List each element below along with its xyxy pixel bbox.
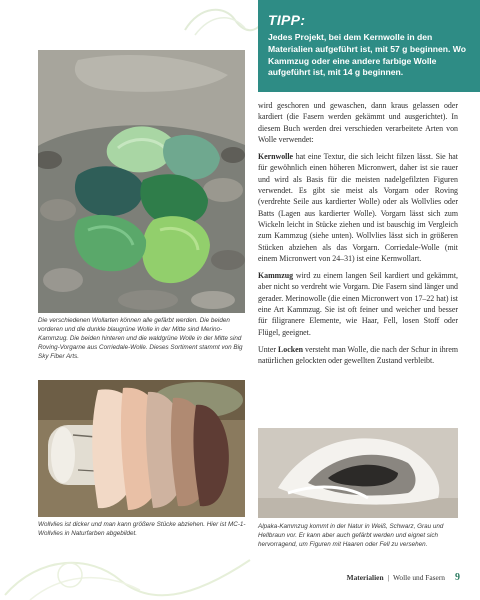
decorative-swirl-bottom [0, 545, 260, 600]
kammzug-text: wird zu einem langen Seil kardiert und gekämmt, aber nicht so verdreht wie Vorgarn. Die Fasern sind länger und gerader. Merinowolle (die einen Micronwert von 17–22 hat) ist eine Art Kammzug. Sie ist oft feiner und weicher und besser für filigranere Elemente, wie Haar, Fell, losen Stoff oder Flügel, geeignet. [258, 271, 458, 337]
photo-alpaca-roving [258, 428, 458, 518]
decorative-swirl-top [180, 0, 270, 40]
paragraph-kammzug [258, 270, 458, 338]
paragraph-intro: wird geschoren und gewaschen, dann kraus gelassen oder kardiert (die Fasern werden gekämmt und ausgerichtet). In diesem Buch werden drei verschieden verarbeitete Arten von Wolle verwendet: [258, 101, 458, 144]
caption-green-wool: Die verschiedenen Wollarten können alle gefärbt werden. Die beiden vorderen und die dunkle blaugrüne Wolle in der Mitte sind Merino-Kammzug. Die beiden hinteren und die waldgrüne Wolle in der Mitte sind Roving-Vorgarne aus Corriedale-Wolle. Dieses Sortiment stammt von Big Sky Fiber Arts. [38, 317, 243, 360]
photo-green-wool [38, 50, 245, 313]
page-footer [347, 572, 460, 583]
caption-alpaca: Alpaka-Kammzug kommt in der Natur in Weiß, Schwarz, Grau und Hellbraun vor. Er kann aber auch gefärbt werden und eignet sich hervorragend, um Figuren mit Haaren oder Fell zu versehen. [258, 523, 444, 548]
paragraph-kernwolle [258, 151, 458, 264]
paragraph-locken [258, 344, 458, 367]
footer-separator: | [387, 573, 390, 582]
body-text [258, 100, 458, 373]
term-locken: Locken [278, 344, 304, 354]
kernwolle-text: hat eine Textur, die sich leicht filzen lässt. Sie hat für gewöhnlich einen höheren Micronwert, daher ist sie rauer und wird als Basis für die meisten nadelgefilzten Figuren verwendet. Es gibt sie meist als Vorgarn oder Roving (verdrehte Seile aus kardierter Wolle) oder als Wollvlies oder Batts (Lagen aus kardierter Wolle). Vorgarn lässt sich zum Wickeln leicht in Stücke ziehen und ist bauschig im Vergleich zum Kammzug (siehe unten). Wollvlies lässt sich in größeren Stücken abziehen als das Vorgarn. Corriedale-Wolle (mit einem Micronwert von 24–31) ist eine Kernwollart. [258, 152, 458, 263]
term-kammzug: Kammzug [258, 271, 294, 281]
caption-wool-batts: Wollvlies ist dicker und man kann größere Stücke abziehen. Hier ist MC-1-Wollvlies in Naturfarben abgebildet. [38, 521, 246, 537]
locken-text: versteht man Wolle, die nach der Schur in ihrem natürlichen gelockten oder gewellten Zustand verbleibt. [258, 344, 458, 366]
locken-pre: Unter [258, 344, 279, 354]
footer-section: Materialien [346, 573, 384, 582]
page-number: 9 [455, 572, 460, 583]
term-kernwolle: Kernwolle [258, 152, 294, 162]
footer-chapter: Wolle und Fasern [393, 573, 445, 582]
tip-title: TIPP: [268, 12, 306, 28]
tip-text: Jedes Projekt, bei dem Kernwolle in den Materialien aufgeführt ist, mit 57 g beginnen. Wo Kammzug oder eine andere farbige Wolle aufgeführt ist, mit 14 g beginnen. [268, 32, 466, 78]
tip-box [258, 0, 480, 92]
photo-wool-batts [38, 380, 245, 517]
